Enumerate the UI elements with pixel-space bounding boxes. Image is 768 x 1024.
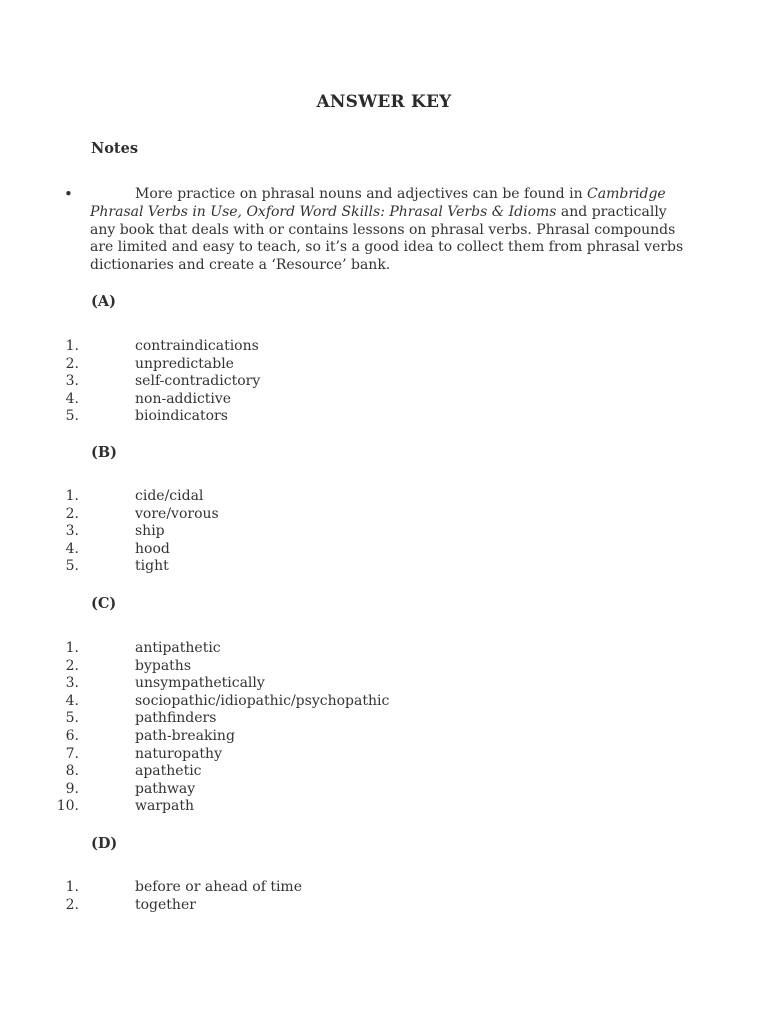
- list-item: [0, 897, 768, 915]
- section-heading-b: (B): [91, 444, 117, 461]
- item-number: 3.: [65, 675, 79, 692]
- item-answer: bioindicators: [135, 408, 228, 425]
- item-answer: pathway: [135, 780, 196, 797]
- item-number: 1.: [65, 640, 79, 656]
- list-item: [0, 710, 768, 728]
- item-number: 4.: [65, 692, 79, 709]
- list-item: [0, 558, 768, 576]
- item-number: 5.: [65, 558, 79, 575]
- item-answer: bypaths: [135, 657, 192, 674]
- item-answer: contraindications: [135, 338, 259, 354]
- answer-list-c: [0, 640, 768, 816]
- notes-bullet: [64, 186, 684, 275]
- item-number: 1.: [65, 879, 79, 895]
- list-item: [0, 879, 768, 897]
- answer-list-a: [0, 338, 768, 426]
- item-answer: together: [135, 896, 196, 913]
- list-item: [0, 338, 768, 356]
- list-item: [0, 658, 768, 676]
- notes-heading: Notes: [91, 140, 139, 157]
- item-number: 5.: [65, 710, 79, 727]
- item-answer: tight: [135, 558, 169, 575]
- item-answer: non-addictive: [135, 390, 232, 407]
- item-number: 8.: [65, 763, 79, 780]
- answer-list-d: [0, 879, 768, 914]
- item-number: 1.: [65, 488, 79, 504]
- item-answer: unsympathetically: [135, 675, 265, 692]
- item-number: 4.: [65, 540, 79, 557]
- notes-text-2: and practically any book that deals with or contains lessons on phrasal verbs. Phrasal compounds are limited and easy to teach, so it’s a good idea to collect them from phrasal verbs dictionaries and create a ‘Resource’ bank.: [90, 203, 684, 274]
- item-answer: path-breaking: [135, 727, 235, 744]
- list-item: [0, 675, 768, 693]
- item-number: 2.: [65, 355, 79, 372]
- list-item: [0, 373, 768, 391]
- item-answer: ship: [135, 523, 165, 540]
- item-number: 1.: [65, 338, 79, 354]
- notes-text-1: More practice on phrasal nouns and adjectives can be found in: [135, 186, 588, 202]
- page-title: ANSWER KEY: [316, 92, 452, 112]
- item-answer: sociopathic/idiopathic/psychopathic: [135, 692, 390, 709]
- item-number: 4.: [65, 390, 79, 407]
- section-heading-a: (A): [91, 293, 116, 310]
- item-answer: naturopathy: [135, 745, 222, 762]
- item-number: 5.: [65, 408, 79, 425]
- item-answer: warpath: [135, 798, 194, 815]
- item-number: 3.: [65, 373, 79, 390]
- list-item: [0, 408, 768, 426]
- item-answer: vore/vorous: [135, 505, 219, 522]
- item-answer: self-contradictory: [135, 373, 261, 390]
- item-answer: before or ahead of time: [135, 879, 302, 895]
- item-answer: apathetic: [135, 763, 202, 780]
- item-answer: hood: [135, 540, 170, 557]
- notes-book-titles: Cambridge Phrasal Verbs in Use, Oxford Word Skills: Phrasal Verbs & Idioms: [90, 186, 666, 220]
- list-item: [0, 798, 768, 816]
- list-item: [0, 506, 768, 524]
- list-item: [0, 728, 768, 746]
- answer-list-b: [0, 488, 768, 576]
- item-answer: antipathetic: [135, 640, 221, 656]
- list-item: [0, 488, 768, 506]
- item-answer: unpredictable: [135, 355, 234, 372]
- bullet-icon: •: [64, 185, 73, 203]
- list-item: [0, 523, 768, 541]
- item-number: 9.: [65, 780, 79, 797]
- list-item: [0, 693, 768, 711]
- list-item: [0, 781, 768, 799]
- item-number: 6.: [65, 727, 79, 744]
- item-number: 7.: [65, 745, 79, 762]
- item-number: 3.: [65, 523, 79, 540]
- list-item: [0, 541, 768, 559]
- item-number: 2.: [65, 505, 79, 522]
- list-item: [0, 391, 768, 409]
- list-item: [0, 746, 768, 764]
- list-item: [0, 763, 768, 781]
- item-number: 2.: [65, 657, 79, 674]
- item-number: 2.: [65, 896, 79, 913]
- item-number: 10.: [56, 798, 79, 815]
- section-heading-c: (C): [91, 595, 117, 612]
- notes-paragraph: [90, 186, 684, 275]
- list-item: [0, 640, 768, 658]
- item-answer: pathfinders: [135, 710, 217, 727]
- section-heading-d: (D): [91, 835, 118, 852]
- item-answer: cide/cidal: [135, 488, 204, 504]
- list-item: [0, 356, 768, 374]
